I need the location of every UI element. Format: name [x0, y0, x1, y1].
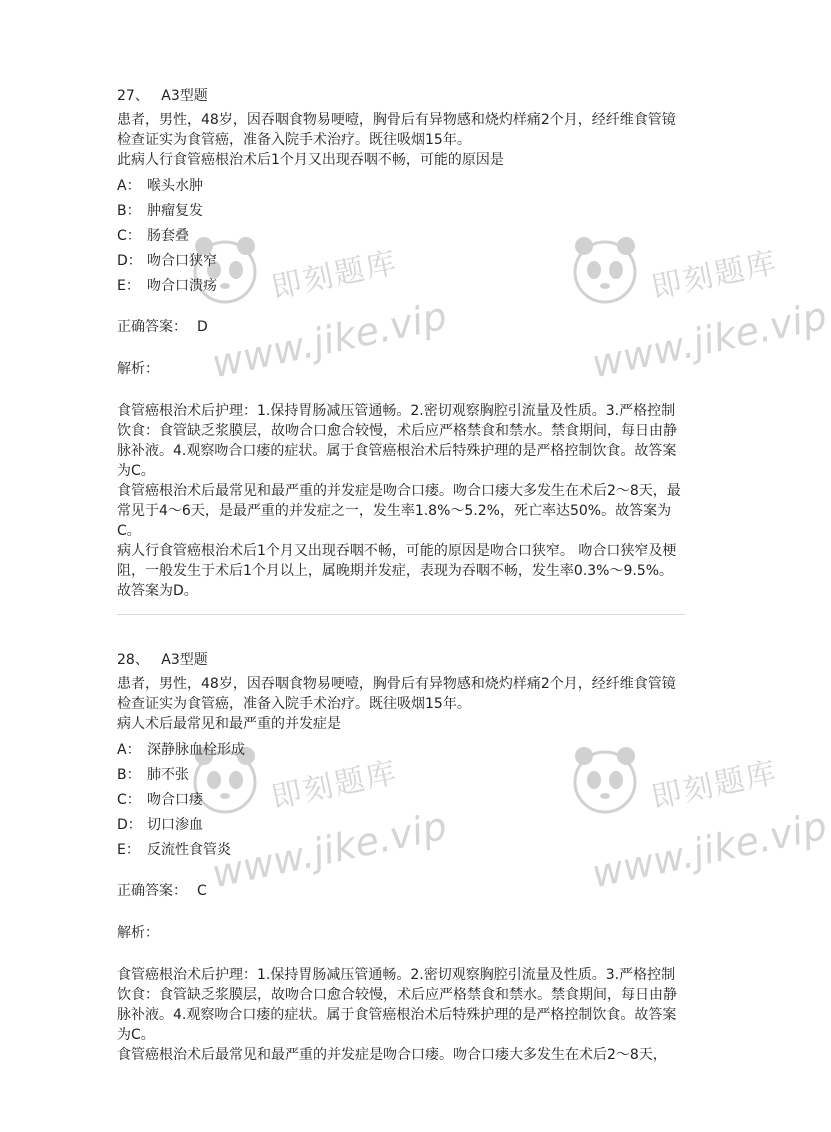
option-text: 吻合口瘘 — [147, 792, 203, 808]
question-type: A3型题 — [161, 88, 208, 104]
analysis-body — [117, 401, 687, 601]
question-divider — [117, 614, 685, 615]
option-e — [117, 276, 687, 301]
question-stem: 患者，男性，48岁，因吞咽食物易哽噎，胸骨后有异物感和烧灼样痛2个月，经纤维食管镜检查证实为食管癌，准备入院手术治疗。既往吸烟15年。 — [117, 676, 676, 712]
option-e — [117, 840, 687, 865]
option-text: 肺不张 — [147, 767, 189, 783]
question-prompt: 病人术后最常见和最严重的并发症是 — [117, 716, 341, 732]
analysis-label: 解析： — [117, 925, 159, 941]
option-text: 反流性食管炎 — [147, 842, 231, 858]
analysis-paragraph: 食管癌根治术后护理：1.保持胃肠减压管通畅。2.密切观察胸腔引流量及性质。3.严格控制饮食：食管缺乏浆膜层，故吻合口愈合较慢，术后应严格禁食和禁水。禁食期间，每日由静脉补液。4.观察吻合口瘘的症状。属于食管癌根治术后特殊护理的是严格控制饮食。故答案为C。 — [117, 967, 677, 1043]
watermark-url: www.jike.vip — [588, 293, 831, 387]
watermark-brand: 即刻题库 — [648, 754, 781, 816]
option-text: 吻合口溃疡 — [147, 278, 217, 294]
question-header — [117, 650, 687, 670]
option-text: 深静脉血栓形成 — [147, 742, 245, 758]
option-d — [117, 815, 687, 840]
correct-answer — [117, 881, 687, 901]
option-letter: C： — [117, 792, 141, 808]
option-text: 切口渗血 — [147, 817, 203, 833]
option-letter: D： — [117, 817, 142, 833]
option-b — [117, 765, 687, 790]
option-letter: D： — [117, 253, 142, 269]
option-a — [117, 740, 687, 765]
analysis-body — [117, 965, 687, 1065]
option-d — [117, 251, 687, 276]
question-header — [117, 86, 687, 106]
watermark-url: www.jike.vip — [588, 803, 831, 897]
question-27 — [117, 86, 687, 601]
question-number: 27、 — [117, 88, 149, 104]
options-list — [117, 740, 687, 865]
answer-label: 正确答案： — [117, 319, 187, 335]
option-text: 吻合口狭窄 — [147, 253, 217, 269]
analysis-paragraph: 食管癌根治术后最常见和最严重的并发症是吻合口瘘。吻合口瘘大多发生在术后2～8天，最常见于4～6天，是最严重的并发症之一，发生率1.8%～5.2%，死亡率达50%。故答案为C。 — [117, 483, 681, 539]
question-stem: 患者，男性，48岁，因吞咽食物易哽噎，胸骨后有异物感和烧灼样痛2个月，经纤维食管镜检查证实为食管癌，准备入院手术治疗。既往吸烟15年。 — [117, 112, 676, 148]
analysis-paragraph: 食管癌根治术后最常见和最严重的并发症是吻合口瘘。吻合口瘘大多发生在术后2～8天， — [117, 1047, 667, 1063]
option-letter: C： — [117, 228, 141, 244]
options-list — [117, 176, 687, 301]
option-b — [117, 201, 687, 226]
watermark-brand: 即刻题库 — [268, 754, 401, 816]
watermark-url: www.jike.vip — [208, 803, 451, 897]
question-type: A3型题 — [161, 652, 208, 668]
watermark-brand: 即刻题库 — [648, 244, 781, 306]
option-letter: B： — [117, 203, 141, 219]
option-letter: A： — [117, 178, 141, 194]
analysis-paragraph: 病人行食管癌根治术后1个月又出现吞咽不畅，可能的原因是吻合口狭窄。 吻合口狭窄及梗阻，一般发生于术后1个月以上，属晚期并发症，表现为吞咽不畅，发生率0.3%～9.5%。故答案为D。 — [117, 543, 677, 599]
question-number: 28、 — [117, 652, 149, 668]
option-letter: A： — [117, 742, 141, 758]
analysis-label: 解析： — [117, 361, 159, 377]
option-text: 肠套叠 — [147, 228, 189, 244]
option-c — [117, 226, 687, 251]
analysis-paragraph: 食管癌根治术后护理：1.保持胃肠减压管通畅。2.密切观察胸腔引流量及性质。3.严格控制饮食：食管缺乏浆膜层，故吻合口愈合较慢，术后应严格禁食和禁水。禁食期间，每日由静脉补液。4.观察吻合口瘘的症状。属于食管癌根治术后特殊护理的是严格控制饮食。故答案为C。 — [117, 403, 677, 479]
answer-value: C — [197, 883, 207, 899]
watermark-brand: 即刻题库 — [268, 244, 401, 306]
option-a — [117, 176, 687, 201]
answer-value: D — [197, 319, 208, 335]
option-text: 肿瘤复发 — [147, 203, 203, 219]
question-28 — [117, 650, 687, 1065]
option-text: 喉头水肿 — [147, 178, 203, 194]
correct-answer — [117, 317, 687, 337]
option-letter: B： — [117, 767, 141, 783]
option-c — [117, 790, 687, 815]
option-letter: E： — [117, 278, 140, 294]
question-prompt: 此病人行食管癌根治术后1个月又出现吞咽不畅，可能的原因是 — [117, 152, 504, 168]
watermark-url: www.jike.vip — [208, 293, 451, 387]
answer-label: 正确答案： — [117, 883, 187, 899]
option-letter: E： — [117, 842, 140, 858]
